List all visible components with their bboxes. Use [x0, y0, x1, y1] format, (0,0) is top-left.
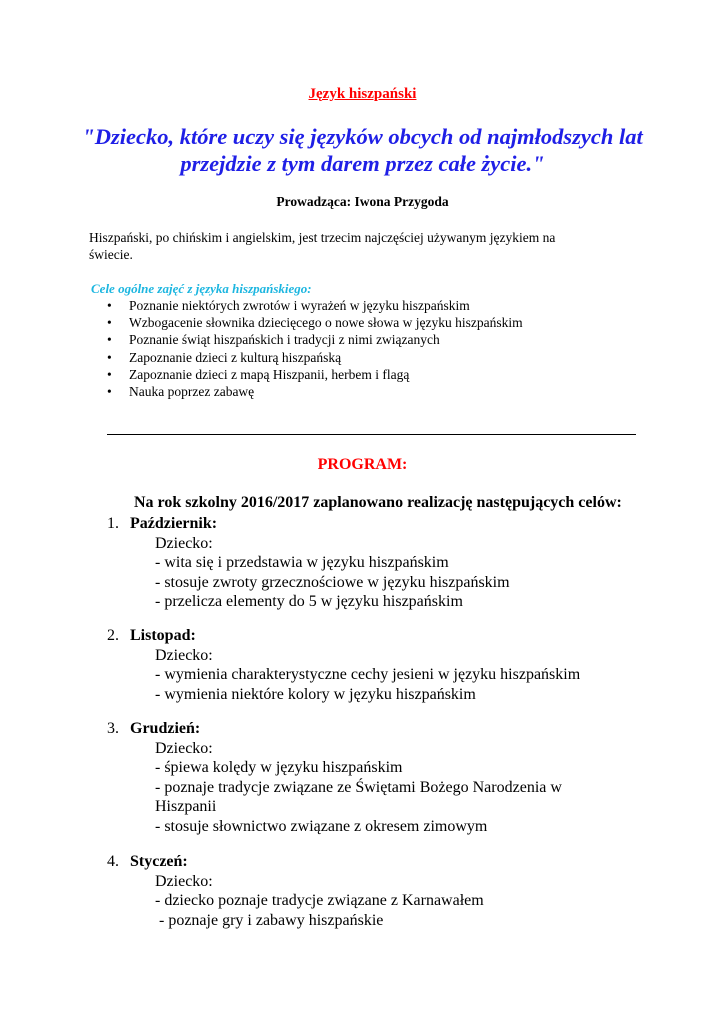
- goal-item: [107, 383, 523, 400]
- motto-quote-line: przejdzie z tym darem przez całe życie.": [180, 151, 545, 176]
- month-item: - poznaje gry i zabawy hiszpańskie: [155, 911, 384, 929]
- month-item: - stosuje zwroty grzecznościowe w języku hiszpańskim: [155, 573, 510, 591]
- bullet-icon: •: [107, 315, 112, 331]
- goals-list: [107, 297, 523, 400]
- month-number: 2.: [107, 627, 119, 644]
- month-subject: Dziecko:: [155, 646, 213, 664]
- goal-item: [107, 366, 523, 383]
- month-name: Styczeń:: [130, 853, 188, 870]
- month-subject: Dziecko:: [155, 534, 213, 552]
- month-item: - śpiewa kolędy w języku hiszpańskim: [155, 759, 403, 776]
- program-title: PROGRAM:: [317, 456, 408, 473]
- month-item: - dziecko poznaje tradycje związane z Karnawałem: [155, 892, 484, 909]
- goal-item: [107, 314, 523, 331]
- goal-text: Zapoznanie dzieci z kulturą hiszpańską: [129, 349, 342, 365]
- goal-text: Zapoznanie dzieci z mapą Hiszpanii, herbem i flagą: [129, 366, 410, 382]
- month-number: 3.: [107, 720, 119, 737]
- month-body: [155, 534, 585, 612]
- motto-quote-line: "Dziecko, które uczy się języków obcych od najmłodszych lat: [82, 124, 643, 149]
- goal-item: [107, 331, 523, 348]
- intro-paragraph: [89, 229, 629, 263]
- month-name: Październik:: [130, 515, 218, 532]
- month-body: [155, 872, 585, 931]
- section-divider: [107, 434, 636, 435]
- document-title: Język hiszpański: [308, 86, 417, 102]
- bullet-icon: •: [107, 298, 112, 313]
- bullet-icon: •: [107, 332, 112, 348]
- goal-text: Nauka poprzez zabawę: [129, 384, 255, 400]
- intro-line: świecie.: [89, 247, 133, 262]
- month-item: - stosuje słownictwo związane z okresem zimowym: [155, 817, 488, 835]
- goal-item: [107, 297, 523, 314]
- goal-text: Wzbogacenie słownika dziecięcego o nowe słowa w języku hiszpańskim: [129, 315, 523, 331]
- month-item: - wymienia charakterystyczne cechy jesieni w języku hiszpańskim: [155, 666, 581, 683]
- program-intro: Na rok szkolny 2016/2017 zaplanowano realizację następujących celów:: [134, 494, 622, 511]
- month-number: 4.: [107, 853, 119, 870]
- month-subject: Dziecko:: [155, 872, 213, 890]
- month-name: Listopad:: [130, 627, 196, 644]
- goal-text: Poznanie świąt hiszpańskich i tradycji z nimi związanych: [129, 332, 440, 348]
- month-body: [155, 646, 585, 705]
- month-item: - wymienia niektóre kolory w języku hiszpańskim: [155, 685, 476, 703]
- month-item: Hiszpanii: [155, 798, 217, 815]
- month-item: - wita się i przedstawia w języku hiszpańskim: [155, 554, 449, 571]
- month-body: [155, 739, 585, 837]
- month-number: 1.: [107, 515, 119, 532]
- bullet-icon: •: [107, 349, 112, 365]
- intro-line: Hiszpański, po chińskim i angielskim, jest trzecim najczęściej używanym językiem na: [89, 230, 556, 245]
- month-item: - poznaje tradycje związane ze Świętami Bożego Narodzenia w: [155, 778, 562, 796]
- goal-text: Poznanie niektórych zwrotów i wyrażeń w języku hiszpańskim: [129, 298, 470, 313]
- goals-heading: Cele ogólne zajęć z języka hiszpańskiego:: [91, 281, 312, 296]
- goal-item: [107, 349, 523, 366]
- month-subject: Dziecko:: [155, 739, 213, 757]
- teacher-name: Prowadząca: Iwona Przygoda: [276, 194, 449, 209]
- month-item: - przelicza elementy do 5 w języku hiszpańskim: [155, 593, 463, 610]
- bullet-icon: •: [107, 366, 112, 382]
- motto-quote: [60, 123, 665, 177]
- month-name: Grudzień:: [130, 720, 201, 737]
- bullet-icon: •: [107, 384, 112, 400]
